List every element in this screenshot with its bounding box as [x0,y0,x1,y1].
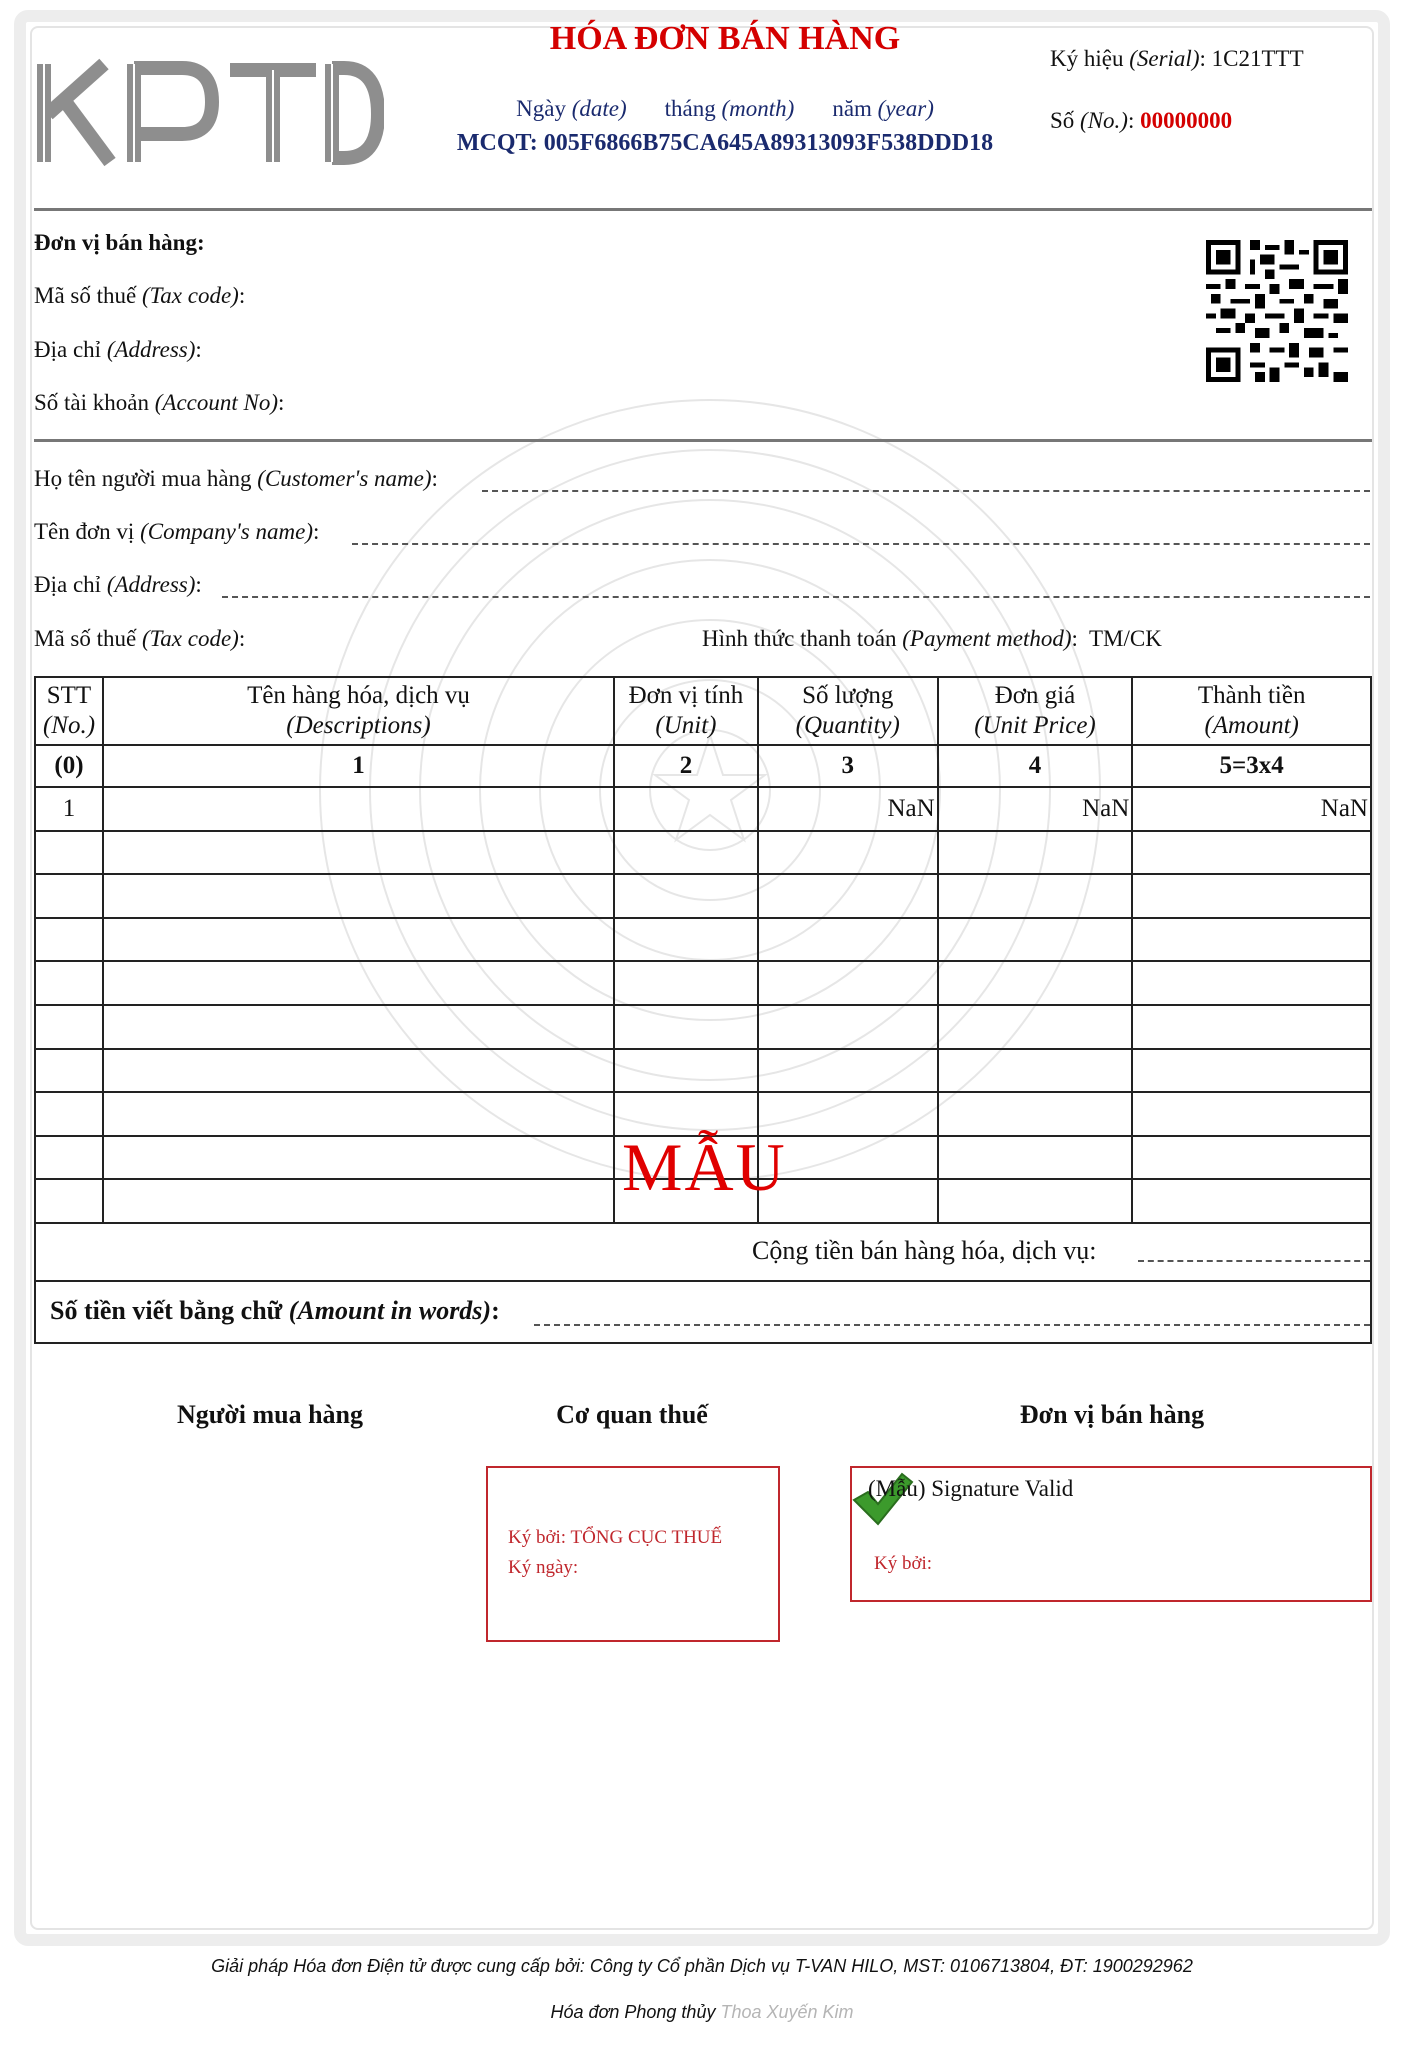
index-cell: 2 [614,745,758,787]
buyer-name-line[interactable] [482,490,1370,492]
column-index-row [35,745,1371,787]
month-field: tháng (month) [664,96,795,121]
index-cell: 3 [758,745,938,787]
buyer-address-line[interactable] [222,596,1370,598]
buyer-company-field: Tên đơn vị (Company's name): [34,519,320,544]
header-unit-price: Đơn giá (Unit Price) [938,677,1133,745]
index-cell: 1 [103,745,614,787]
row-unit-price[interactable]: NaN [938,787,1133,831]
invoice-number-field: Số (No.): 00000000 [1050,108,1233,133]
subtotal-row [36,1222,1370,1282]
header-stt: STT (No.) [35,677,103,745]
totals-box [34,1222,1372,1344]
invoice-title: HÓA ĐƠN BÁN HÀNG [549,20,901,57]
invoice-number: 00000000 [1140,108,1233,133]
subtotal-label: Cộng tiền bán hàng hóa, dịch vụ: [752,1236,1097,1265]
sample-stamp: MẪU [622,1129,787,1205]
divider [34,208,1372,211]
row-unit[interactable] [614,787,758,831]
provider-footer: Giải pháp Hóa đơn Điện tử được cung cấp bởi: Công ty Cổ phần Dịch vụ T-VAN HILO, MST: 0106713804, ĐT: 1900292962 [211,1956,1193,1976]
buyer-tax-code-field: Mã số thuế (Tax code): [34,626,246,651]
header-unit: Đơn vị tính (Unit) [614,677,758,745]
serial-field: Ký hiệu (Serial): 1C21TTT [1050,46,1304,71]
date-field: Ngày (date) [516,96,627,121]
header-quantity: Số lượng (Quantity) [758,677,938,745]
seller-tax-code: Mã số thuế (Tax code): [34,283,246,308]
invoice-date [430,96,1020,122]
kptd-logo [34,58,384,168]
seller-account: Số tài khoản (Account No): [34,390,285,415]
seller-signature-heading: Đơn vị bán hàng [1019,1400,1205,1429]
divider [34,439,1372,442]
table-row [35,918,1371,962]
invoice-theme-footer: Hóa đơn Phong thủy Thoa Xuyến Kim [550,2002,854,2022]
index-cell: 5=3x4 [1132,745,1371,787]
table-row [35,874,1371,918]
seller-address: Địa chỉ (Address): [34,337,202,362]
table-row [35,1005,1371,1049]
table-header-row [35,677,1371,745]
subtotal-line[interactable] [1138,1260,1370,1262]
buyer-signature-heading: Người mua hàng [176,1400,364,1429]
tax-authority-heading: Cơ quan thuế [556,1400,708,1429]
buyer-address-field: Địa chỉ (Address): [34,572,202,597]
payment-method-value: TM/CK [1089,626,1162,651]
qr-code-icon [1206,240,1348,382]
payment-method-field: Hình thức thanh toán (Payment method): TM/CK [702,626,1162,651]
seller-signed-by: Ký bởi: [874,1553,933,1574]
index-cell: (0) [35,745,103,787]
seller-heading: Đơn vị bán hàng: [34,230,205,255]
signature-valid-text: (Mẫu) Signature Valid [868,1476,1074,1501]
buyer-company-line[interactable] [352,543,1370,545]
header-amount: Thành tiền (Amount) [1132,677,1371,745]
buyer-name-field: Họ tên người mua hàng (Customer's name): [34,466,438,491]
table-row [35,961,1371,1005]
row-stt: 1 [35,787,103,831]
row-quantity[interactable]: NaN [758,787,938,831]
amount-in-words-line[interactable] [534,1324,1370,1326]
year-field: năm (year) [832,96,934,121]
header-description: Tên hàng hóa, dịch vụ (Descriptions) [103,677,614,745]
table-row [35,787,1371,831]
row-description[interactable] [103,787,614,831]
table-row [35,1049,1371,1093]
tax-signed-date: Ký ngày: [508,1557,579,1578]
tax-authority-code: MCQT: 005F6866B75CA645A89313093F538DDD18 [456,130,994,156]
table-row [35,831,1371,875]
tax-signed-by: Ký bởi: TỔNG CỤC THUẾ [508,1527,723,1548]
index-cell: 4 [938,745,1133,787]
amount-in-words-label: Số tiền viết bằng chữ (Amount in words): [50,1296,500,1325]
row-amount[interactable]: NaN [1132,787,1371,831]
